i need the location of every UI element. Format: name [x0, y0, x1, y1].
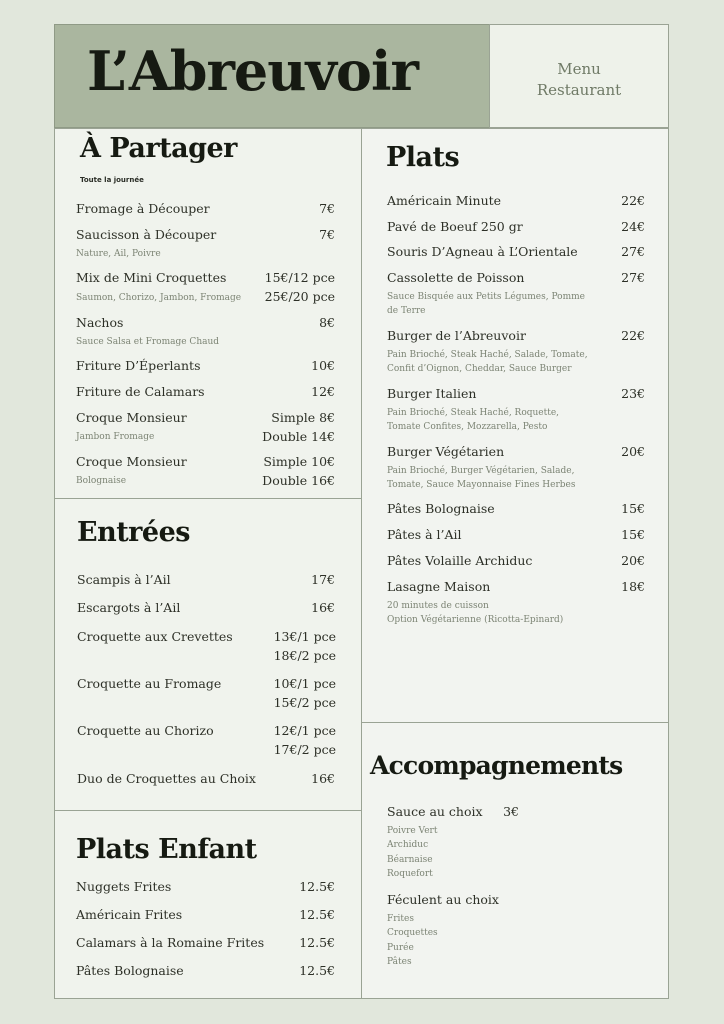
item-price: 27€ — [621, 244, 645, 259]
item-price: 15€ — [621, 527, 645, 542]
item-price: 25€/20 pce — [264, 289, 335, 304]
item-note: Nature, Ail, Poivre — [76, 249, 161, 259]
item-price: 16€ — [311, 771, 335, 786]
item-name: Pâtes Bolognaise — [76, 963, 184, 978]
accompagnements-title: Accompagnements — [370, 751, 623, 780]
item-name: Nuggets Frites — [76, 879, 172, 894]
item-note: Pain Brioché, Steak Haché, Salade, Tomate, — [387, 350, 588, 360]
item-name: Lasagne Maison — [387, 579, 491, 594]
partager-subtitle: Toute la journée — [80, 176, 144, 184]
item-price: 22€ — [621, 328, 645, 343]
item-price: 7€ — [319, 201, 335, 216]
item-note: Tomate Confites, Mozzarella, Pesto — [387, 422, 548, 432]
item-name: Saucisson à Découper — [76, 227, 217, 242]
item-price: 8€ — [319, 315, 335, 330]
option-item: Archiduc — [387, 840, 429, 850]
plats-title: Plats — [386, 142, 460, 173]
item-price: 17€/2 pce — [273, 742, 336, 757]
item-name: Croquette au Chorizo — [77, 723, 214, 738]
item-price: 10€ — [311, 358, 335, 373]
item-name: Pâtes Volaille Archiduc — [387, 553, 533, 568]
item-name: Croquette aux Crevettes — [77, 629, 233, 644]
item-price: 20€ — [621, 444, 645, 459]
item-note: Option Végétarienne (Ricotta-Epinard) — [387, 615, 564, 625]
item-name: Américain Frites — [76, 907, 183, 922]
item-price: 12.5€ — [299, 907, 335, 922]
entrees-title: Entrées — [77, 517, 190, 548]
option-item: Pâtes — [387, 957, 412, 967]
item-price: 10€/1 pce — [273, 676, 336, 691]
item-note: Bolognaise — [76, 476, 127, 486]
divider-partager-entrees — [54, 498, 361, 499]
item-name: Calamars à la Romaine Frites — [76, 935, 265, 950]
option-item: Roquefort — [387, 869, 433, 879]
item-price: 13€/1 pce — [273, 629, 336, 644]
option-item: Frites — [387, 914, 414, 924]
item-name: Féculent au choix — [387, 892, 499, 907]
item-price: Double 14€ — [262, 429, 335, 444]
item-price: 7€ — [319, 227, 335, 242]
item-note: Confit d’Oignon, Cheddar, Sauce Burger — [387, 364, 572, 374]
item-price: 12.5€ — [299, 963, 335, 978]
item-name: Américain Minute — [387, 193, 502, 208]
item-price: Double 16€ — [262, 473, 335, 488]
item-note: Pain Brioché, Burger Végétarien, Salade, — [387, 466, 575, 476]
item-name: Duo de Croquettes au Choix — [77, 771, 256, 786]
divider-entrees-enfant — [54, 810, 361, 811]
partager-title: À Partager — [80, 133, 237, 164]
item-name: Souris D’Agneau à L’Orientale — [387, 244, 578, 259]
item-price: 27€ — [621, 270, 645, 285]
item-price: 15€/12 pce — [264, 270, 335, 285]
item-name: Pavé de Boeuf 250 gr — [387, 219, 523, 234]
restaurant-label: Restaurant — [536, 81, 622, 99]
menu-label-box — [489, 24, 669, 128]
restaurant-logo: L’Abreuvoir — [87, 39, 418, 103]
item-price: 17€ — [311, 572, 335, 587]
item-price: 23€ — [621, 386, 645, 401]
item-price: 15€ — [621, 501, 645, 516]
item-price: 20€ — [621, 553, 645, 568]
item-price: Simple 8€ — [271, 410, 335, 425]
option-item: Purée — [387, 943, 414, 953]
item-note: Pain Brioché, Steak Haché, Roquette, — [387, 408, 560, 418]
item-note: Saumon, Chorizo, Jambon, Fromage — [76, 293, 242, 303]
item-name: Burger de l’Abreuvoir — [387, 328, 526, 343]
item-note: Tomate, Sauce Mayonnaise Fines Herbes — [387, 480, 576, 490]
option-item: Poivre Vert — [387, 826, 438, 836]
item-name: Mix de Mini Croquettes — [76, 270, 227, 285]
item-price: Simple 10€ — [263, 454, 335, 469]
item-name: Fromage à Découper — [76, 201, 210, 216]
item-price: 12€ — [311, 384, 335, 399]
enfant-title: Plats Enfant — [76, 834, 257, 865]
menu-label: Menu — [557, 60, 601, 78]
brand-header — [54, 24, 490, 128]
item-name: Pâtes à l’Ail — [387, 527, 462, 542]
item-price: 18€ — [621, 579, 645, 594]
item-note: Sauce Bisquée aux Petits Légumes, Pomme — [387, 292, 585, 302]
item-price: 12€/1 pce — [273, 723, 336, 738]
item-name: Croque Monsieur — [76, 454, 187, 469]
option-item: Béarnaise — [387, 855, 433, 865]
item-name: Burger Italien — [387, 386, 477, 401]
item-price: 18€/2 pce — [273, 648, 336, 663]
item-name: Friture de Calamars — [76, 384, 205, 399]
item-name: Escargots à l’Ail — [77, 600, 181, 615]
option-item: Croquettes — [387, 928, 438, 938]
item-name: Friture D’Éperlants — [76, 358, 201, 373]
item-name: Pâtes Bolognaise — [387, 501, 495, 516]
item-price: 12.5€ — [299, 879, 335, 894]
item-price: 16€ — [311, 600, 335, 615]
item-price: 12.5€ — [299, 935, 335, 950]
item-note: de Terre — [387, 306, 426, 316]
divider-plats-accompagnements — [362, 722, 669, 723]
item-price: 24€ — [621, 219, 645, 234]
item-name: Scampis à l’Ail — [77, 572, 171, 587]
item-name: Nachos — [76, 315, 124, 330]
header-divider — [54, 128, 669, 129]
item-price: 15€/2 pce — [273, 695, 336, 710]
item-price: 22€ — [621, 193, 645, 208]
item-name: Croquette au Fromage — [77, 676, 222, 691]
item-name: Burger Végétarien — [387, 444, 505, 459]
item-price: 3€ — [503, 804, 519, 819]
item-note: Jambon Fromage — [76, 432, 155, 442]
item-note: Sauce Salsa et Fromage Chaud — [76, 337, 220, 347]
item-name: Cassolette de Poisson — [387, 270, 525, 285]
item-name: Croque Monsieur — [76, 410, 187, 425]
item-note: 20 minutes de cuisson — [387, 601, 489, 611]
item-name: Sauce au choix — [387, 804, 483, 819]
column-divider — [361, 128, 362, 999]
